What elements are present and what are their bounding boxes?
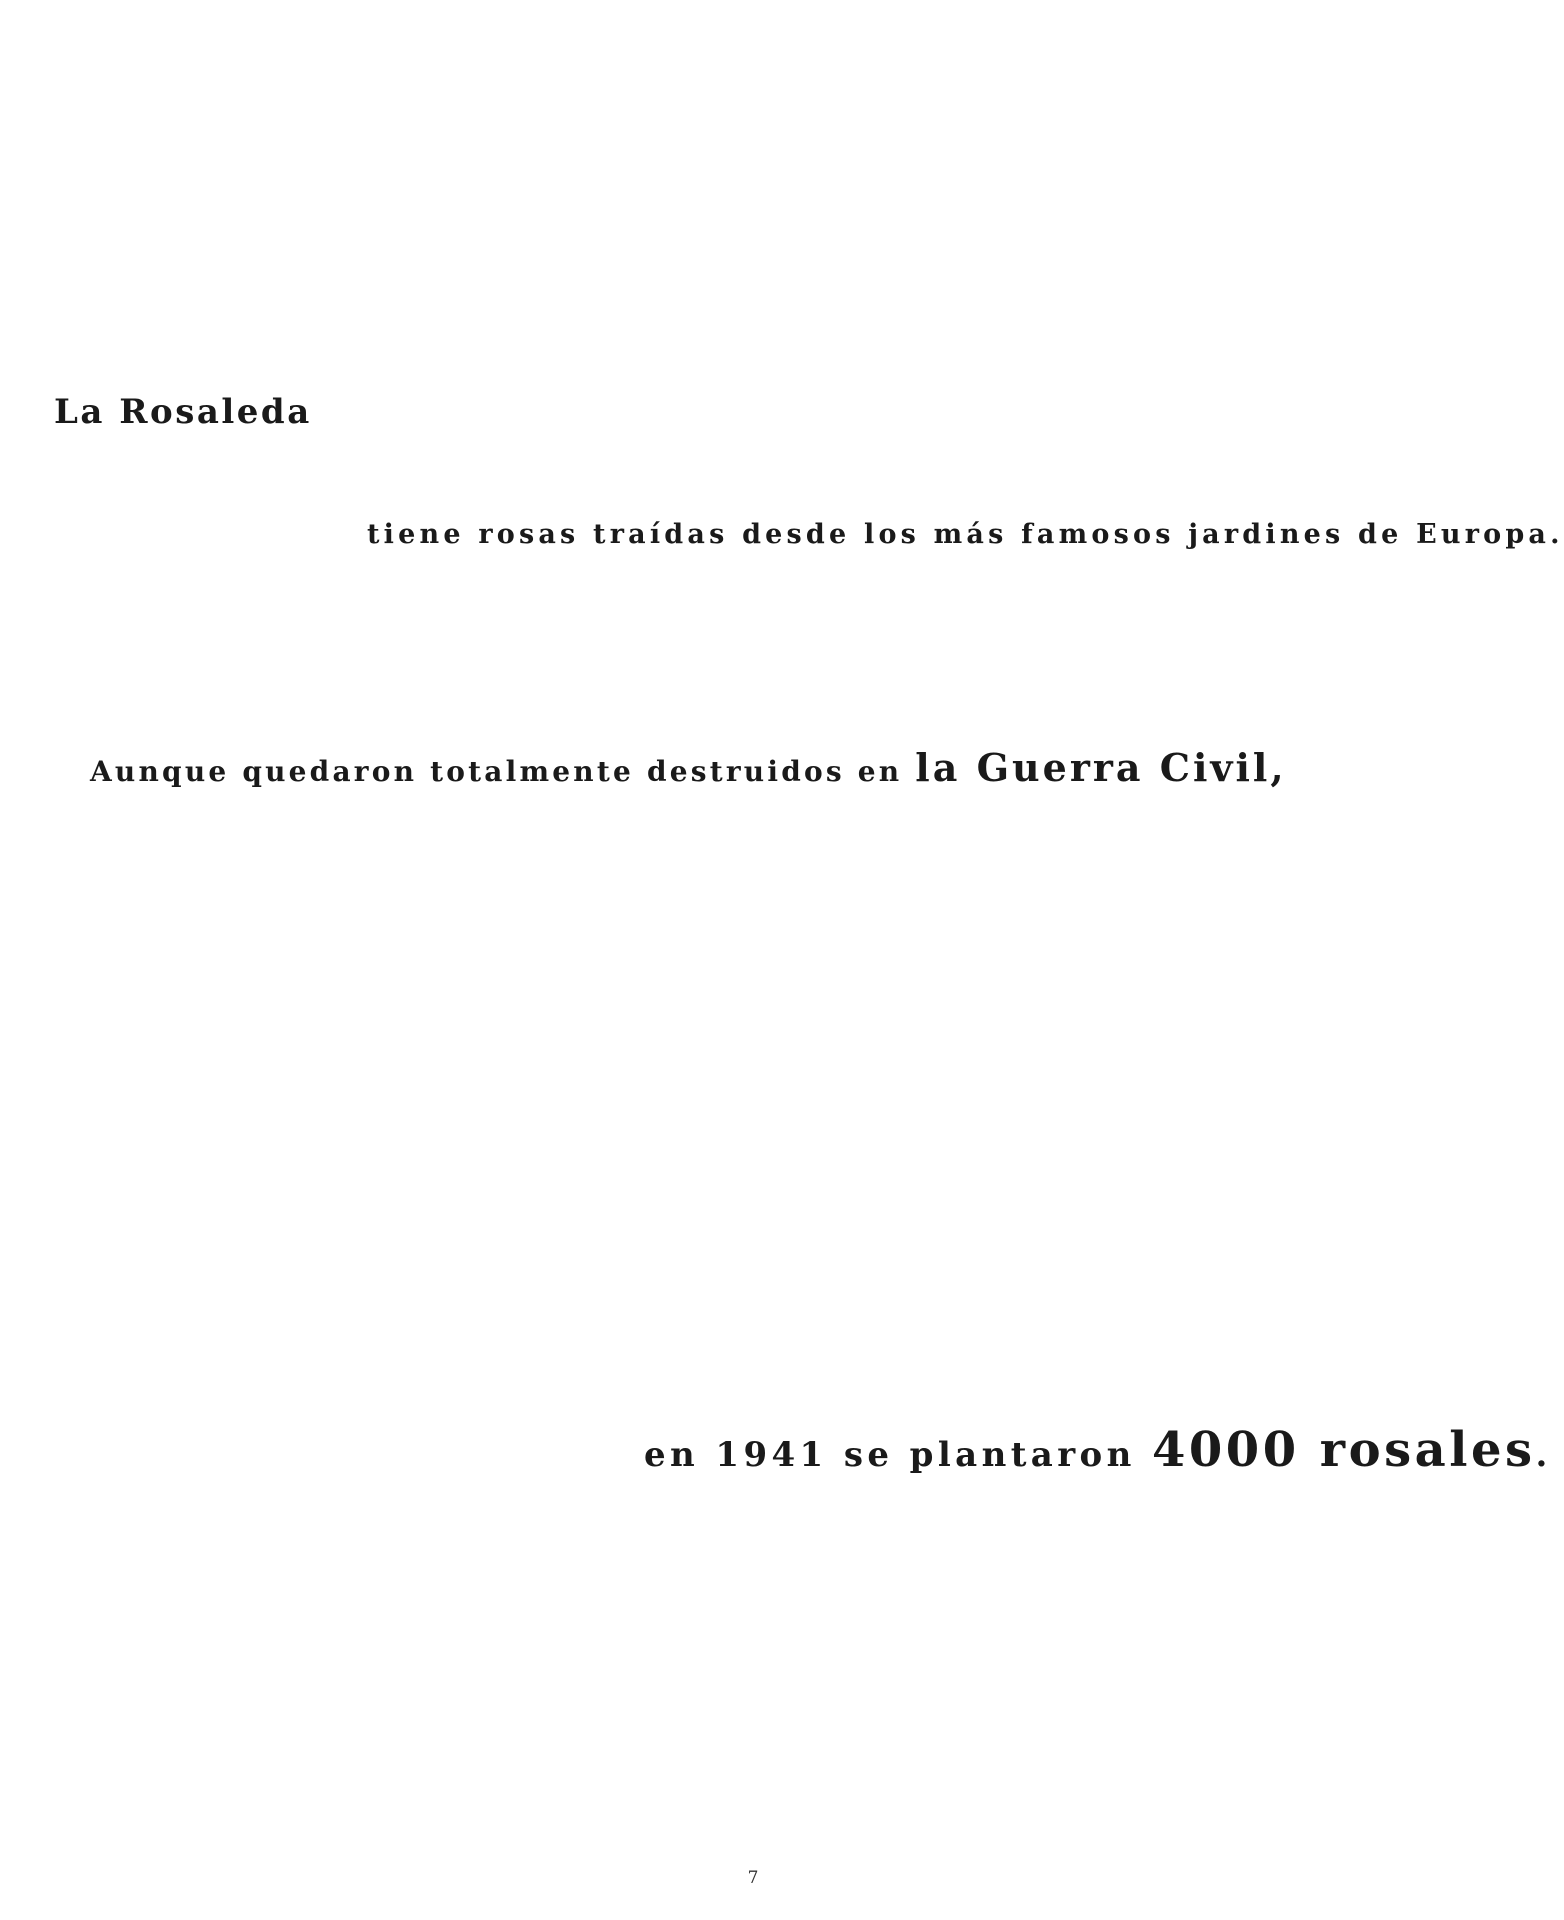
text-line-roses-origin: tiene rosas traídas desde los más famosos jardines de Europa. (367, 519, 1564, 550)
text-line-civil-war (90, 745, 1287, 790)
text-line-1941-period: . (1535, 1435, 1552, 1475)
text-emphasis-4000-rosales: 4000 rosales (1152, 1422, 1536, 1478)
page-number: 7 (747, 1868, 759, 1888)
page-title: La Rosaleda (54, 392, 312, 432)
text-line-civil-war-lead: Aunque quedaron totalmente destruidos en (90, 755, 916, 788)
text-emphasis-guerra-civil: la Guerra Civil, (915, 745, 1287, 790)
text-line-1941-planting (644, 1422, 1552, 1478)
text-line-1941-lead: en 1941 se plantaron (644, 1435, 1152, 1475)
